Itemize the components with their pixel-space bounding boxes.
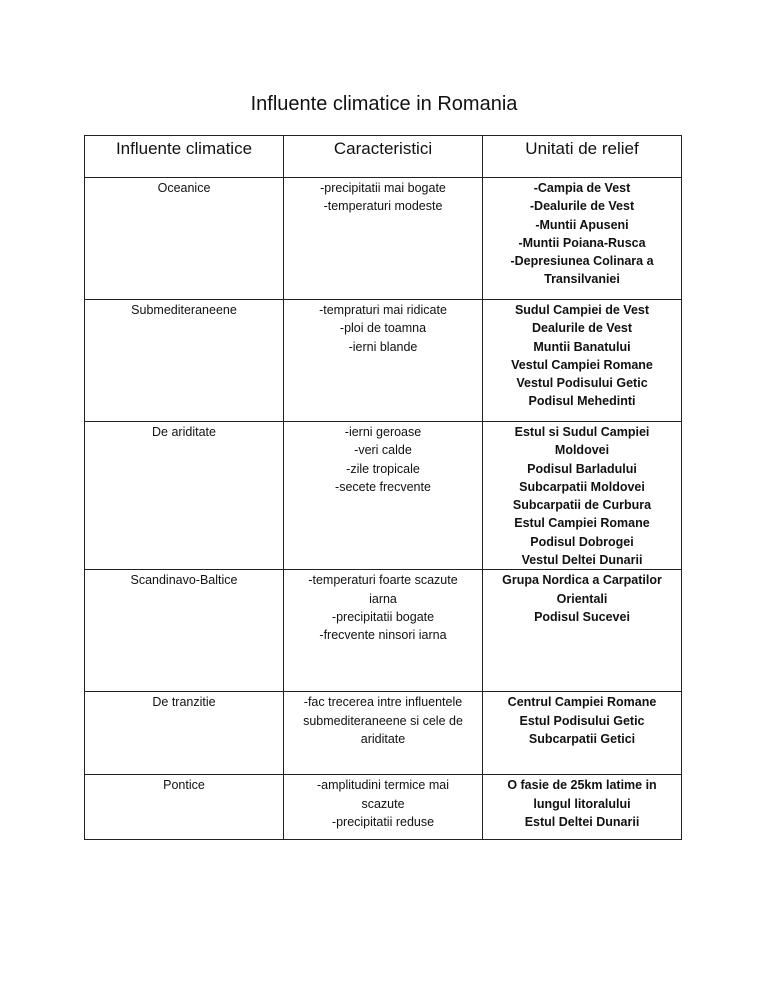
- table-row: [85, 422, 682, 570]
- relief-line: Centrul Campiei Romane: [507, 695, 657, 710]
- relief-line: Estul si Sudul Campiei: [514, 425, 650, 439]
- relief-line: Estul Campiei Romane: [514, 516, 650, 531]
- influence-name: Scandinavo-Baltice: [130, 573, 238, 588]
- influence-name: De tranzitie: [152, 695, 216, 710]
- relief-line: Subcarpatii de Curbura: [512, 498, 652, 513]
- characteristic-line: -zile tropicale: [346, 461, 420, 476]
- influence-cell: [85, 775, 284, 840]
- characteristic-line: iarna: [369, 591, 397, 606]
- table-row: [85, 178, 682, 300]
- relief-line: -Muntii Poiana-Rusca: [518, 235, 646, 250]
- characteristic-line: -veri calde: [354, 443, 412, 458]
- characteristic-line: -frecvente ninsori iarna: [319, 628, 447, 643]
- climate-influences-table: [84, 135, 682, 840]
- relief-line: Orientali: [556, 591, 608, 606]
- relief-line: Vestul Campiei Romane: [511, 357, 653, 372]
- relief-line: Sudul Campiei de Vest: [514, 303, 650, 317]
- characteristic-line: -precipitatii reduse: [331, 814, 435, 829]
- page-title: Influente climatice in Romania: [250, 93, 518, 115]
- characteristic-line: scazute: [361, 796, 405, 811]
- characteristics-cell: [284, 300, 483, 422]
- influence-name: Submediteraneene: [131, 303, 237, 317]
- relief-line: Subcarpatii Getici: [528, 731, 636, 746]
- relief-line: Podisul Barladului: [527, 461, 637, 476]
- relief-line: Grupa Nordica a Carpatilor: [502, 573, 662, 588]
- characteristic-line: submediteraneene si cele de: [303, 713, 463, 728]
- relief-line: -Dealurile de Vest: [529, 199, 635, 214]
- relief-cell: [483, 178, 682, 300]
- header-influente-climatice: Influente climatice: [85, 136, 284, 178]
- relief-line: Moldovei: [554, 443, 610, 458]
- characteristic-line: -precipitatii mai bogate: [320, 181, 446, 195]
- characteristic-line: -ierni geroase: [344, 425, 422, 439]
- characteristic-line: ariditate: [360, 731, 406, 746]
- relief-cell: [483, 422, 682, 570]
- influence-name: Oceanice: [157, 181, 211, 195]
- characteristic-line: -temperaturi modeste: [323, 199, 443, 214]
- characteristic-line: -ploi de toamna: [339, 321, 427, 336]
- influence-name: Pontice: [163, 778, 205, 793]
- influence-cell: [85, 422, 284, 570]
- characteristics-cell: [284, 775, 483, 840]
- relief-line: Estul Deltei Dunarii: [524, 814, 640, 829]
- table-header-row: [85, 136, 682, 178]
- relief-line: Dealurile de Vest: [531, 321, 633, 336]
- characteristic-line: -temperaturi foarte scazute: [308, 573, 458, 588]
- characteristic-line: -amplitudini termice mai: [317, 778, 449, 793]
- relief-line: Vestul Deltei Dunarii: [521, 553, 643, 568]
- relief-line: Vestul Podisului Getic: [516, 376, 648, 391]
- characteristic-line: -precipitatii bogate: [331, 609, 435, 624]
- characteristics-cell: [284, 570, 483, 692]
- relief-cell: [483, 570, 682, 692]
- relief-line: Podisul Dobrogei: [530, 534, 634, 549]
- influence-cell: [85, 692, 284, 775]
- table-row: [85, 300, 682, 422]
- relief-line: Podisul Sucevei: [534, 609, 630, 624]
- characteristic-line: -tempraturi mai ridicate: [319, 303, 447, 317]
- relief-line: lungul litoralului: [533, 796, 631, 811]
- table-row: [85, 692, 682, 775]
- relief-line: O fasie de 25km latime in: [507, 778, 657, 793]
- influence-cell: [85, 300, 284, 422]
- table-row: [85, 570, 682, 692]
- relief-line: Podisul Mehedinti: [528, 394, 636, 409]
- characteristics-cell: [284, 692, 483, 775]
- relief-cell: [483, 300, 682, 422]
- relief-line: Muntii Banatului: [533, 339, 631, 354]
- relief-cell: [483, 692, 682, 775]
- characteristic-line: -secete frecvente: [335, 479, 431, 494]
- header-unitati-de-relief: Unitati de relief: [483, 136, 682, 178]
- characteristics-cell: [284, 422, 483, 570]
- table-row: [85, 775, 682, 840]
- relief-line: -Muntii Apuseni: [535, 217, 629, 232]
- relief-line: -Depresiunea Colinara a: [510, 254, 654, 269]
- relief-cell: [483, 775, 682, 840]
- relief-line: Transilvaniei: [544, 272, 620, 287]
- relief-line: -Campia de Vest: [533, 181, 631, 195]
- influence-cell: [85, 570, 284, 692]
- characteristic-line: -fac trecerea intre influentele: [303, 695, 463, 710]
- relief-line: Estul Podisului Getic: [519, 713, 645, 728]
- influence-name: De ariditate: [152, 425, 216, 439]
- influence-cell: [85, 178, 284, 300]
- characteristic-line: -ierni blande: [348, 339, 418, 354]
- relief-line: Subcarpatii Moldovei: [519, 479, 645, 494]
- characteristics-cell: [284, 178, 483, 300]
- header-caracteristici: Caracteristici: [284, 136, 483, 178]
